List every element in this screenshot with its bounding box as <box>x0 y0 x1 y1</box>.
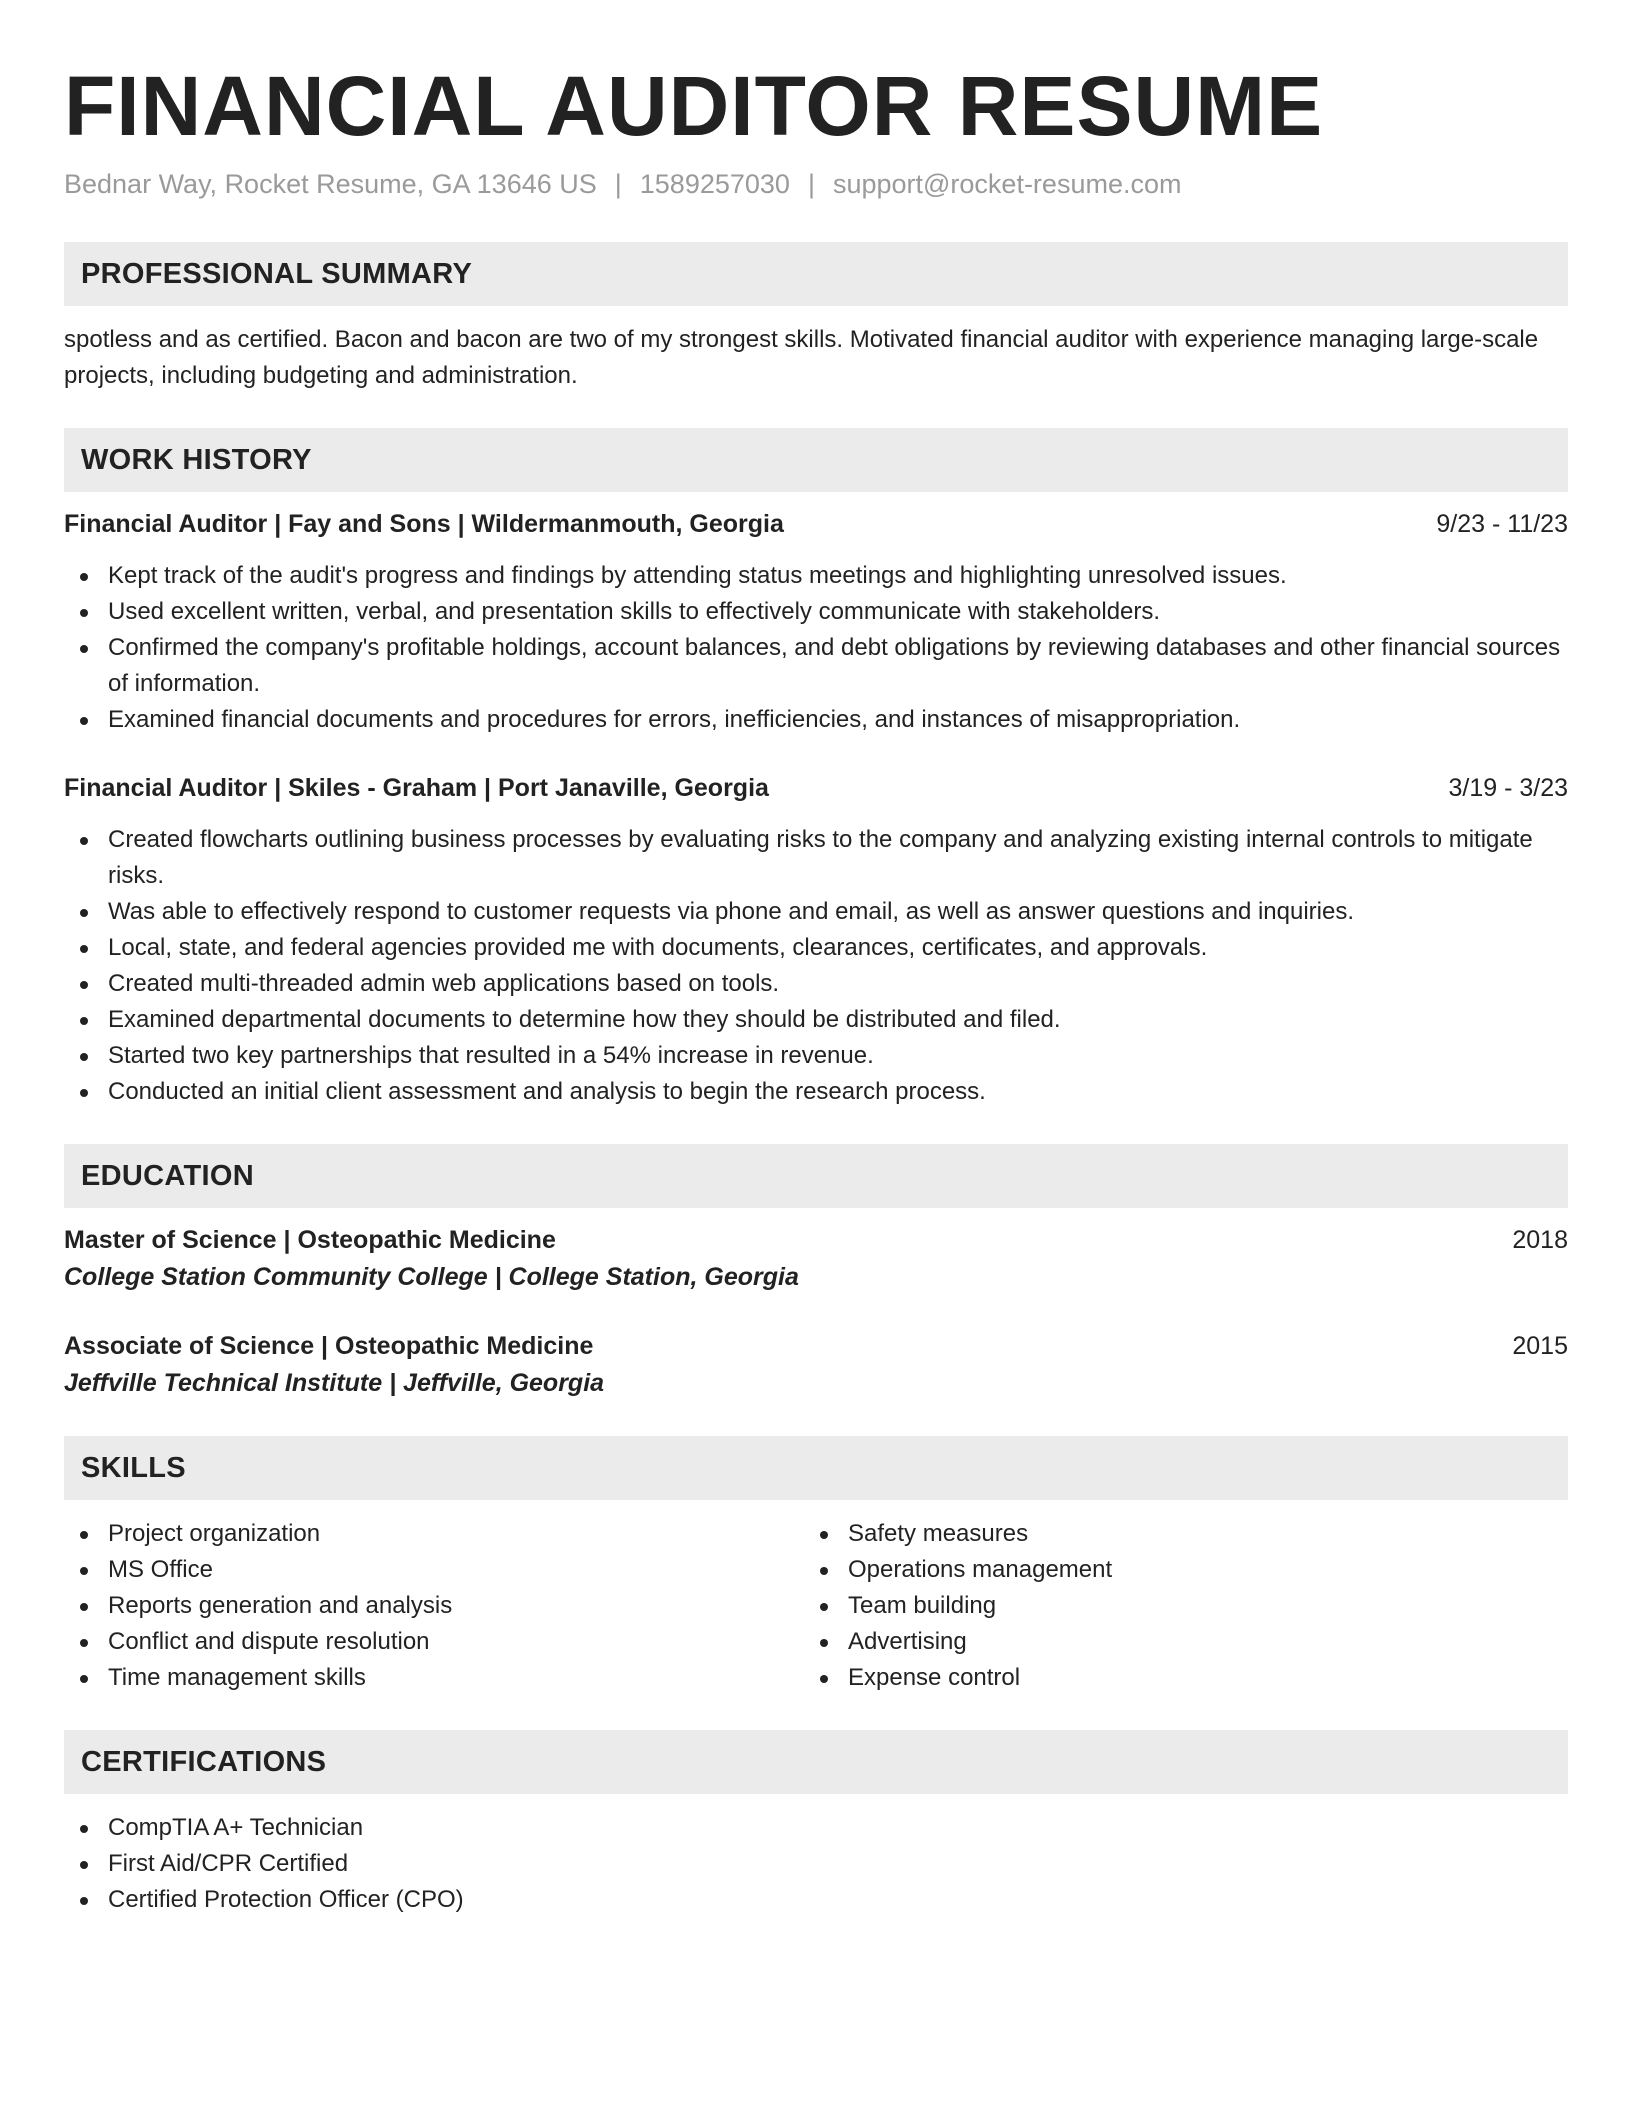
skills-column-left <box>64 1516 804 1696</box>
education-school: College Station Community College | College Station, Georgia <box>64 1263 799 1291</box>
list-item: Conducted an initial client assessment and analysis to begin the research process. <box>64 1074 1568 1110</box>
education-year: 2018 <box>1512 1226 1568 1254</box>
skill-item: Operations management <box>804 1552 1544 1588</box>
job-dates: 9/23 - 11/23 <box>1436 510 1568 538</box>
job-dates: 3/19 - 3/23 <box>1448 774 1568 802</box>
job-bullets <box>64 822 1568 1110</box>
list-item: Created flowcharts outlining business processes by evaluating risks to the company and analyzing existing internal controls to mitigate risks. <box>64 822 1568 894</box>
list-item: Started two key partnerships that resulted in a 54% increase in revenue. <box>64 1038 1568 1074</box>
skill-item: Reports generation and analysis <box>64 1588 804 1624</box>
section-heading-education: EDUCATION <box>64 1144 1568 1208</box>
contact-separator: | <box>614 169 622 199</box>
list-item: Local, state, and federal agencies provided me with documents, clearances, certificates, and approvals. <box>64 930 1568 966</box>
skills-grid <box>64 1516 1568 1696</box>
certification-item: First Aid/CPR Certified <box>64 1846 1568 1882</box>
list-item: Examined financial documents and procedures for errors, inefficiencies, and instances of misappropriation. <box>64 702 1568 738</box>
summary-text: spotless and as certified. Bacon and bacon are two of my strongest skills. Motivated financial auditor with experience managing large-scale projects, including budgeting and administration. <box>64 326 1539 389</box>
skill-item: Project organization <box>64 1516 804 1552</box>
certification-item: Certified Protection Officer (CPO) <box>64 1882 1568 1918</box>
education-entry <box>64 1328 1568 1402</box>
list-item: Created multi-threaded admin web applications based on tools. <box>64 966 1568 1002</box>
job-bullets <box>64 558 1568 738</box>
skill-item: Conflict and dispute resolution <box>64 1624 804 1660</box>
job-entry <box>64 770 1568 1110</box>
section-heading-certifications: CERTIFICATIONS <box>64 1730 1568 1794</box>
section-heading-summary: PROFESSIONAL SUMMARY <box>64 242 1568 306</box>
list-item: Confirmed the company's profitable holdings, account balances, and debt obligations by reviewing databases and other financial sources of information. <box>64 630 1568 702</box>
certifications-list <box>64 1810 1568 1918</box>
contact-email: support@rocket-resume.com <box>832 169 1182 199</box>
contact-phone: 1589257030 <box>639 169 790 199</box>
list-item: Used excellent written, verbal, and presentation skills to effectively communicate with stakeholders. <box>64 594 1568 630</box>
list-item: Was able to effectively respond to customer requests via phone and email, as well as answer questions and inquiries. <box>64 894 1568 930</box>
contact-line <box>64 166 1568 202</box>
skill-item: Safety measures <box>804 1516 1544 1552</box>
job-title: Financial Auditor | Skiles - Graham | Port Janaville, Georgia <box>64 774 769 802</box>
skill-item: MS Office <box>64 1552 804 1588</box>
education-year: 2015 <box>1512 1332 1568 1360</box>
education-header <box>64 1328 1568 1364</box>
list-item: Kept track of the audit's progress and findings by attending status meetings and highlighting unresolved issues. <box>64 558 1568 594</box>
education-school: Jeffville Technical Institute | Jeffville, Georgia <box>64 1369 605 1397</box>
contact-address: Bednar Way, Rocket Resume, GA 13646 US <box>64 169 597 199</box>
education-entry <box>64 1222 1568 1296</box>
education-header <box>64 1222 1568 1258</box>
job-title: Financial Auditor | Fay and Sons | Wildermanmouth, Georgia <box>64 510 784 538</box>
list-item: Examined departmental documents to determine how they should be distributed and filed. <box>64 1002 1568 1038</box>
education-degree: Associate of Science | Osteopathic Medicine <box>64 1332 594 1360</box>
skill-item: Time management skills <box>64 1660 804 1696</box>
skill-item: Expense control <box>804 1660 1544 1696</box>
education-degree: Master of Science | Osteopathic Medicine <box>64 1226 556 1254</box>
job-header <box>64 770 1568 806</box>
skill-item: Team building <box>804 1588 1544 1624</box>
resume-title: FINANCIAL AUDITOR RESUME <box>64 59 1324 153</box>
job-header <box>64 506 1568 542</box>
certification-item: CompTIA A+ Technician <box>64 1810 1568 1846</box>
section-heading-skills: SKILLS <box>64 1436 1568 1500</box>
job-entry <box>64 506 1568 738</box>
skill-item: Advertising <box>804 1624 1544 1660</box>
contact-separator: | <box>807 169 815 199</box>
skills-column-right <box>804 1516 1544 1696</box>
section-heading-work-history: WORK HISTORY <box>64 428 1568 492</box>
